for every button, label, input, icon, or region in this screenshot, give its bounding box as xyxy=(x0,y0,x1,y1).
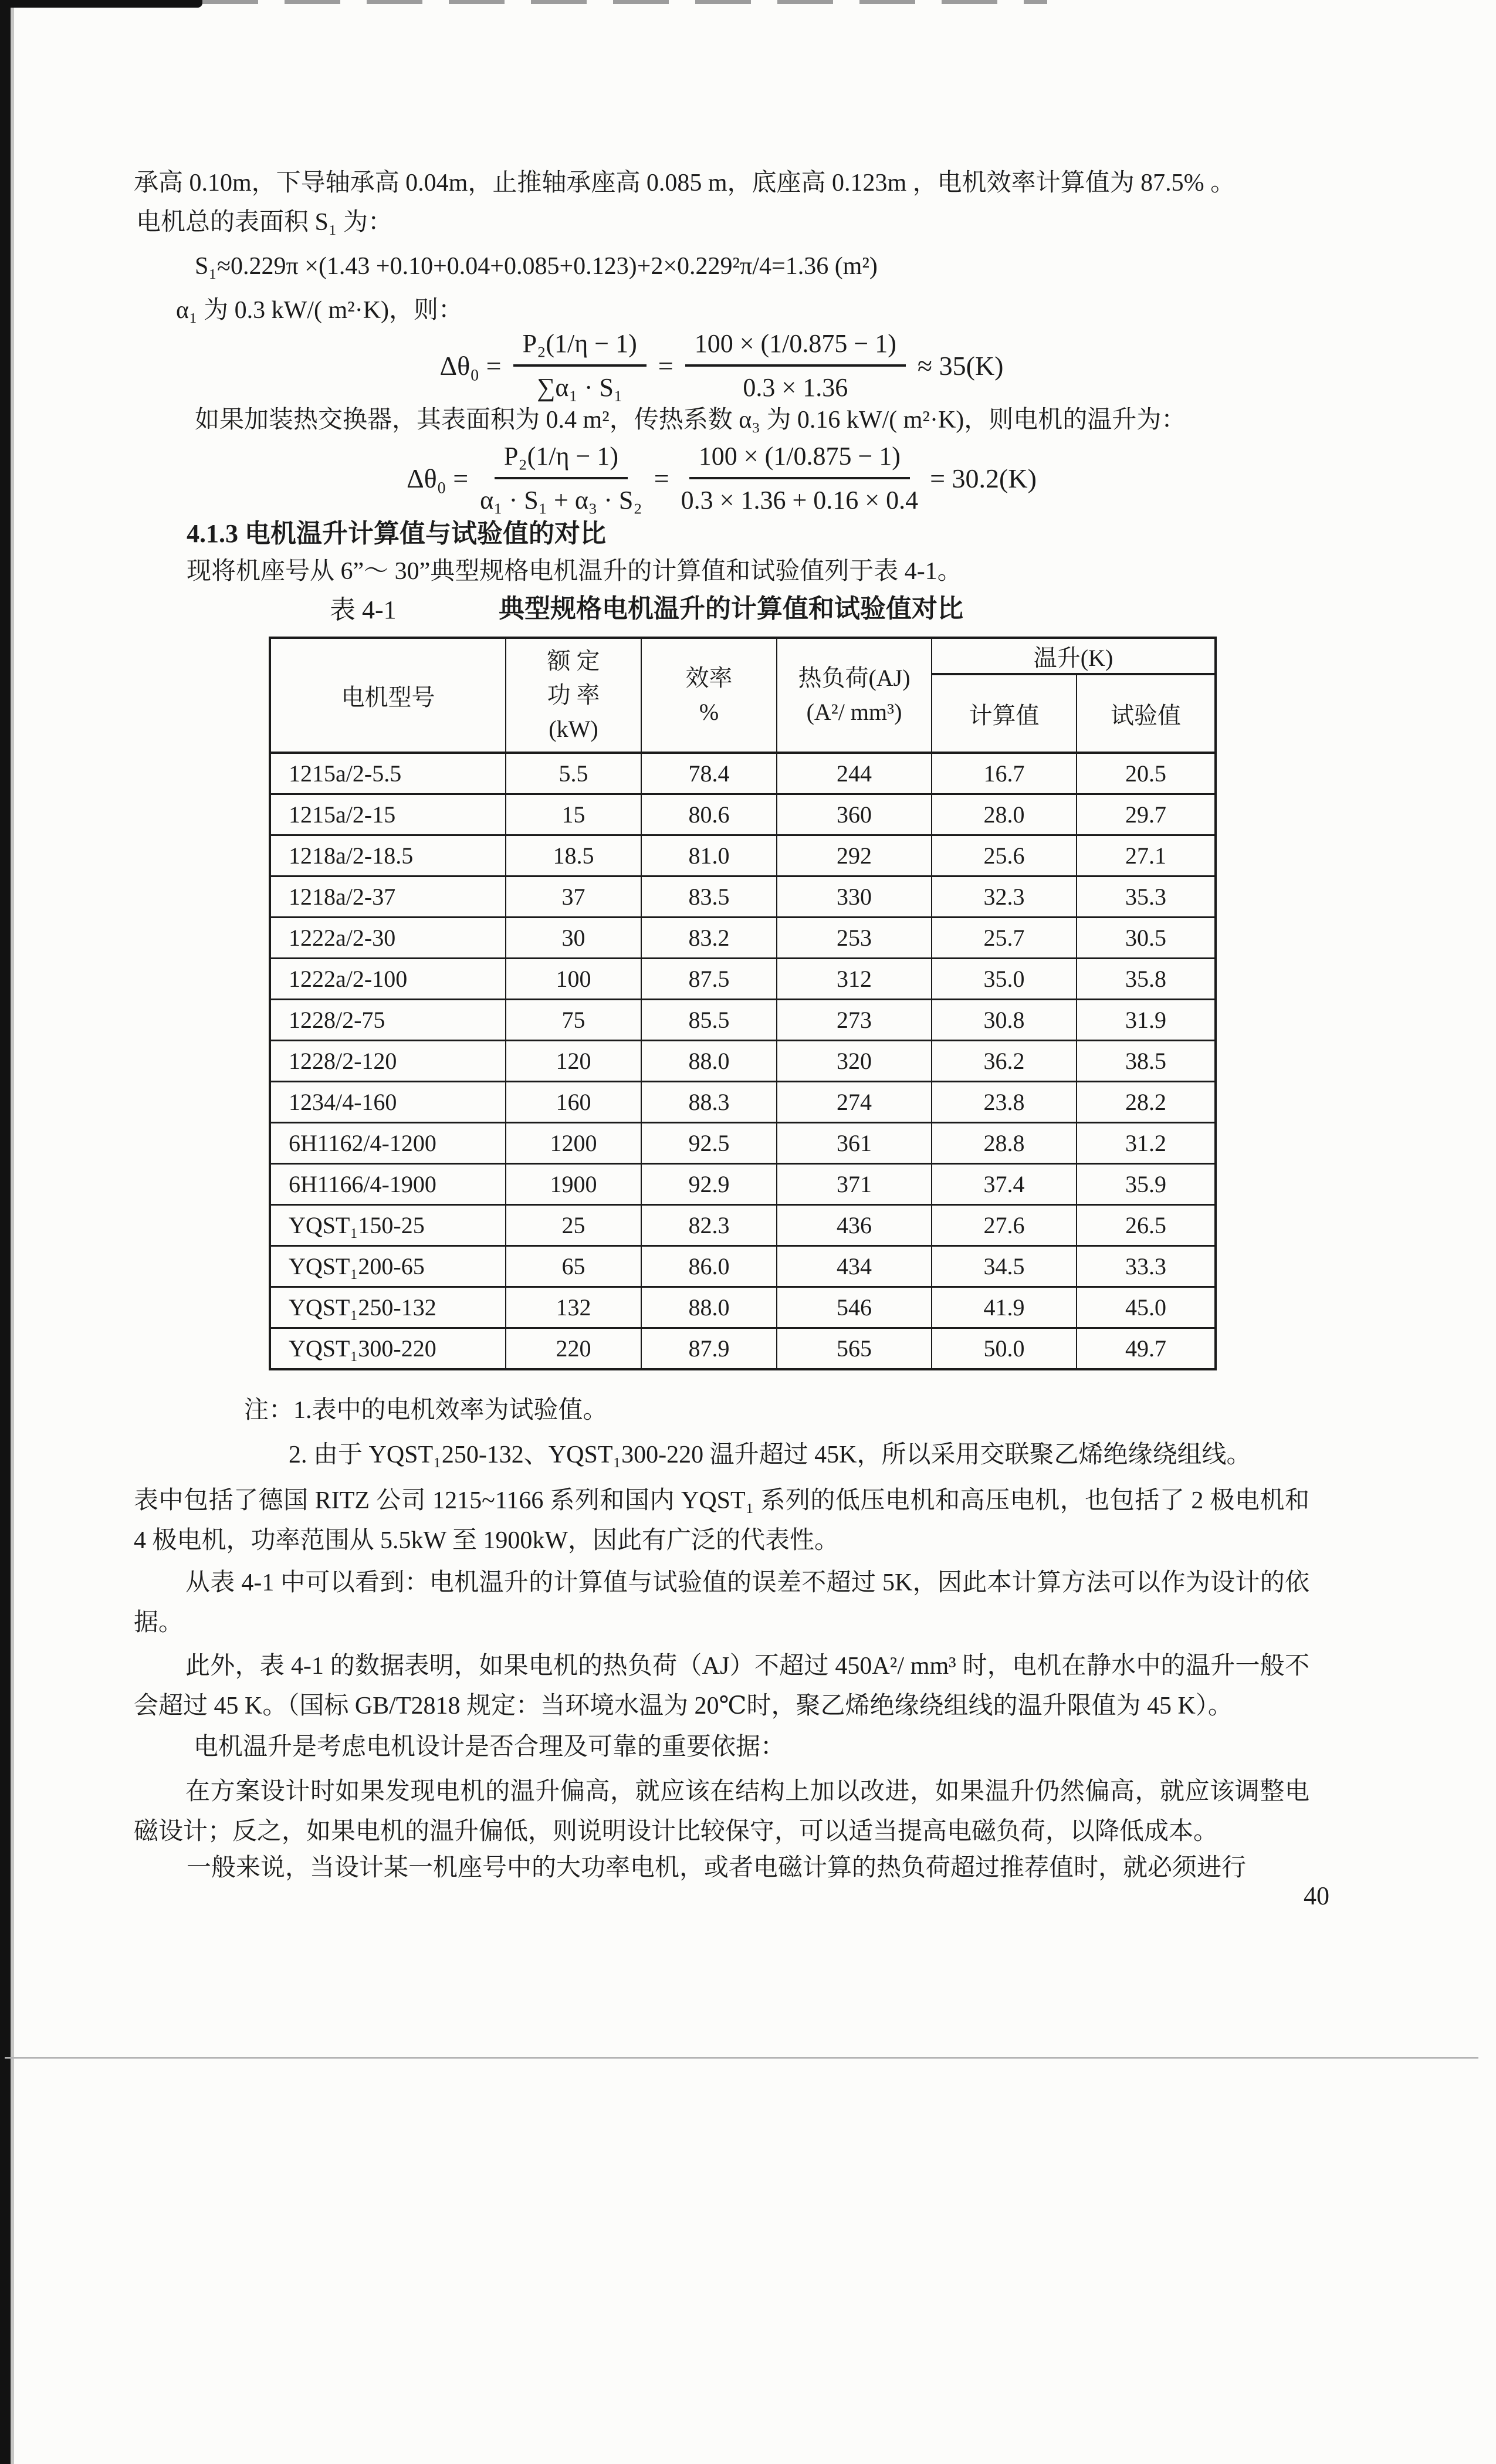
cell-efficiency: 92.9 xyxy=(641,1164,777,1205)
cell-heat-load: 292 xyxy=(777,835,932,876)
cell-model: 1218a/2-18.5 xyxy=(270,835,506,876)
cell-power: 25 xyxy=(506,1205,641,1246)
cell-rise-tested: 26.5 xyxy=(1077,1205,1216,1246)
formula2-fraction-numeric xyxy=(681,441,918,515)
cell-heat-load: 371 xyxy=(777,1164,932,1205)
cell-rise-calculated: 27.6 xyxy=(932,1205,1077,1246)
cell-rise-tested: 35.9 xyxy=(1077,1164,1216,1205)
cell-rise-calculated: 32.3 xyxy=(932,876,1077,918)
formula2-denominator-1: α₁ · S₁ + α₃ · S₂ xyxy=(480,486,642,515)
table-row xyxy=(270,1164,1216,1205)
table-row xyxy=(270,753,1216,794)
cell-power: 5.5 xyxy=(506,753,641,794)
cell-rise-calculated: 23.8 xyxy=(932,1082,1077,1123)
cell-efficiency: 83.5 xyxy=(641,876,777,918)
cell-efficiency: 81.0 xyxy=(641,835,777,876)
cell-model: 1228/2-75 xyxy=(270,1000,506,1041)
cell-power: 100 xyxy=(506,959,641,1000)
cell-power: 15 xyxy=(506,794,641,835)
cell-rise-tested: 35.8 xyxy=(1077,959,1216,1000)
cell-rise-tested: 27.1 xyxy=(1077,835,1216,876)
paragraph-error-conclusion: 从表 4-1 中可以看到：电机温升的计算值与试验值的误差不超过 5K，因此本计算方法可以作为设计的依据。 xyxy=(134,1569,1309,1636)
cell-model: YQST₁200-65 xyxy=(270,1246,506,1287)
cell-efficiency: 86.0 xyxy=(641,1246,777,1287)
formula2-denominator-2: 0.3 × 1.36 + 0.16 × 0.4 xyxy=(681,486,919,515)
section-intro: 现将机座号从 6”～ 30”典型规格电机温升的计算值和试验值列于表 4-1。 xyxy=(187,558,962,585)
table-body xyxy=(270,753,1216,1369)
cell-model: YQST₁150-25 xyxy=(270,1205,506,1246)
cell-rise-calculated: 50.0 xyxy=(932,1328,1077,1370)
cell-rise-calculated: 35.0 xyxy=(932,959,1077,1000)
table-note-2: 2. 由于 YQST₁250-132、YQST₁300-220 温升超过 45K，所以采用交联聚乙烯绝缘绕组线。 xyxy=(289,1441,1251,1468)
scan-edge-top-faint xyxy=(202,0,1047,4)
cell-model: 6H1166/4-1900 xyxy=(270,1164,506,1205)
cell-rise-tested: 45.0 xyxy=(1077,1287,1216,1328)
formula1-numerator-2: 100 × (1/0.875 − 1) xyxy=(685,329,906,367)
cell-power: 65 xyxy=(506,1246,641,1287)
table-row xyxy=(270,1287,1216,1328)
cell-efficiency: 87.9 xyxy=(641,1328,777,1370)
cell-heat-load: 361 xyxy=(777,1123,932,1164)
equation-s1: S₁≈0.229π ×(1.43 +0.10+0.04+0.085+0.123)+2×0.229²π/4=1.36 (m²) xyxy=(195,253,878,280)
cell-heat-load: 312 xyxy=(777,959,932,1000)
formula2-equals: = xyxy=(654,463,669,493)
formula1-fraction-symbolic xyxy=(513,329,647,402)
formula1-denominator-1: ∑α₁ · S₁ xyxy=(537,373,623,402)
cell-efficiency: 87.5 xyxy=(641,959,777,1000)
cell-power: 37 xyxy=(506,876,641,918)
cell-power: 120 xyxy=(506,1041,641,1082)
table-row xyxy=(270,794,1216,835)
cell-model: YQST₁250-132 xyxy=(270,1287,506,1328)
cell-rise-calculated: 25.6 xyxy=(932,835,1077,876)
cell-rise-calculated: 16.7 xyxy=(932,753,1077,794)
cell-model: 1222a/2-100 xyxy=(270,959,506,1000)
cell-model: YQST₁300-220 xyxy=(270,1328,506,1370)
cell-efficiency: 80.6 xyxy=(641,794,777,835)
formula1-numerator-1: P₂(1/η − 1) xyxy=(513,329,647,367)
page-number: 40 xyxy=(1304,1881,1329,1910)
formula1-lhs: Δθ₀ = xyxy=(439,350,502,381)
cell-power: 160 xyxy=(506,1082,641,1123)
cell-rise-calculated: 30.8 xyxy=(932,1000,1077,1041)
formula2-result: = 30.2(K) xyxy=(930,463,1037,493)
body-line-alpha1: α₁ 为 0.3 kW/( m²·K)，则： xyxy=(176,297,463,324)
cell-heat-load: 273 xyxy=(777,1000,932,1041)
formula1-result: ≈ 35(K) xyxy=(917,350,1004,381)
body-line-heat-exchanger: 如果加装热交换器，其表面积为 0.4 m²，传热系数 α₃ 为 0.16 kW/( m²·K)，则电机的温升为： xyxy=(195,407,1186,434)
formula-temperature-rise-2 xyxy=(134,441,1309,515)
paragraph-series-coverage: 表中包括了德国 RITZ 公司 1215~1166 系列和国内 YQST₁ 系列的低压电机和高压电机，也包括了 2 极电机和 4 极电机，功率范围从 5.5kW 至 1900kW，因此有广泛的代表性。 xyxy=(134,1487,1309,1554)
cell-heat-load: 360 xyxy=(777,794,932,835)
formula1-denominator-2: 0.3 × 1.36 xyxy=(743,373,848,402)
cell-power: 30 xyxy=(506,918,641,959)
cell-rise-calculated: 28.0 xyxy=(932,794,1077,835)
formula2-numerator-2: 100 × (1/0.875 − 1) xyxy=(689,441,910,479)
table-row xyxy=(270,835,1216,876)
cell-rise-tested: 31.9 xyxy=(1077,1000,1216,1041)
cell-rise-tested: 33.3 xyxy=(1077,1246,1216,1287)
cell-rise-calculated: 34.5 xyxy=(932,1246,1077,1287)
paragraph-general-rule: 一般来说，当设计某一机座号中的大功率电机，或者电磁计算的热负荷超过推荐值时，就必须进行 xyxy=(187,1854,1247,1881)
formula1-fraction-numeric xyxy=(685,329,906,402)
cell-power: 18.5 xyxy=(506,835,641,876)
cell-power: 220 xyxy=(506,1328,641,1370)
cell-model: 1234/4-160 xyxy=(270,1082,506,1123)
cell-heat-load: 244 xyxy=(777,753,932,794)
col-header-rise-calculated: 计算值 xyxy=(932,674,1077,753)
table-row xyxy=(270,1000,1216,1041)
cell-heat-load: 320 xyxy=(777,1041,932,1082)
scan-edge-left xyxy=(0,0,11,2464)
cell-power: 75 xyxy=(506,1000,641,1041)
body-line-surface-area: 电机总的表面积 S₁ 为： xyxy=(136,209,393,236)
table-row xyxy=(270,1246,1216,1287)
formula2-numerator-1: P₂(1/η − 1) xyxy=(495,441,628,479)
cell-rise-calculated: 25.7 xyxy=(932,918,1077,959)
paragraph-design-basis: 电机温升是考虑电机设计是否合理及可靠的重要依据： xyxy=(194,1734,786,1761)
cell-rise-tested: 29.7 xyxy=(1077,794,1216,835)
cell-rise-tested: 31.2 xyxy=(1077,1123,1216,1164)
cell-rise-calculated: 28.8 xyxy=(932,1123,1077,1164)
table-caption-title: 典型规格电机温升的计算值和试验值对比 xyxy=(499,594,963,623)
cell-heat-load: 565 xyxy=(777,1328,932,1370)
cell-rise-tested: 20.5 xyxy=(1077,753,1216,794)
col-header-efficiency: 效率 % xyxy=(641,638,777,753)
cell-efficiency: 85.5 xyxy=(641,1000,777,1041)
cell-efficiency: 83.2 xyxy=(641,918,777,959)
cell-heat-load: 330 xyxy=(777,876,932,918)
cell-model: 1218a/2-37 xyxy=(270,876,506,918)
col-header-model: 电机型号 xyxy=(270,638,506,753)
cell-rise-tested: 30.5 xyxy=(1077,918,1216,959)
table-row xyxy=(270,1082,1216,1123)
scan-edge-top xyxy=(0,0,202,8)
scan-fold-line xyxy=(5,2057,1478,2059)
cell-rise-calculated: 37.4 xyxy=(932,1164,1077,1205)
formula1-equals: = xyxy=(658,350,673,381)
col-header-rise-tested: 试验值 xyxy=(1077,674,1216,753)
section-heading: 4.1.3 电机温升计算值与试验值的对比 xyxy=(187,519,606,548)
cell-efficiency: 78.4 xyxy=(641,753,777,794)
scan-edge-left-shadow xyxy=(11,0,14,2464)
cell-heat-load: 434 xyxy=(777,1246,932,1287)
table-note-1: 注：1.表中的电机效率为试验值。 xyxy=(244,1397,608,1424)
cell-model: 1215a/2-5.5 xyxy=(270,753,506,794)
table-row xyxy=(270,1041,1216,1082)
cell-efficiency: 92.5 xyxy=(641,1123,777,1164)
cell-heat-load: 274 xyxy=(777,1082,932,1123)
col-header-rated-power: 额 定 功 率 (kW) xyxy=(506,638,641,753)
cell-rise-tested: 49.7 xyxy=(1077,1328,1216,1370)
col-header-heat-load: 热负荷(AJ) (A²/ mm³) xyxy=(777,638,932,753)
cell-rise-tested: 28.2 xyxy=(1077,1082,1216,1123)
cell-rise-tested: 35.3 xyxy=(1077,876,1216,918)
col-header-rise-group: 温升(K) xyxy=(932,638,1216,674)
paragraph-load-limit: 此外，表 4-1 的数据表明，如果电机的热负荷（AJ）不超过 450A²/ mm³ 时，电机在静水中的温升一般不会超过 45 K。（国标 GB/T2818 规定：当环境水温为 20℃时，聚乙烯绝缘绕组线的温升限值为 45 K）。 xyxy=(134,1653,1309,1720)
cell-model: 1215a/2-15 xyxy=(270,794,506,835)
cell-efficiency: 88.0 xyxy=(641,1287,777,1328)
cell-efficiency: 88.3 xyxy=(641,1082,777,1123)
body-line-bearing-heights: 承高 0.10m，下导轴承高 0.04m，止推轴承座高 0.085 m，底座高 0.123m ，电机效率计算值为 87.5% 。 xyxy=(134,170,1236,197)
cell-rise-calculated: 41.9 xyxy=(932,1287,1077,1328)
cell-heat-load: 436 xyxy=(777,1205,932,1246)
table-row xyxy=(270,918,1216,959)
cell-power: 1200 xyxy=(506,1123,641,1164)
cell-rise-calculated: 36.2 xyxy=(932,1041,1077,1082)
cell-efficiency: 88.0 xyxy=(641,1041,777,1082)
cell-heat-load: 546 xyxy=(777,1287,932,1328)
table-row xyxy=(270,1123,1216,1164)
cell-efficiency: 82.3 xyxy=(641,1205,777,1246)
cell-rise-tested: 38.5 xyxy=(1077,1041,1216,1082)
paragraph-design-adjustment: 在方案设计时如果发现电机的温升偏高，就应该在结构上加以改进，如果温升仍然偏高，就应该调整电磁设计；反之，如果电机的温升偏低，则说明设计比较保守，可以适当提高电磁负荷，以降低成本。 xyxy=(134,1778,1309,1845)
table-row xyxy=(270,959,1216,1000)
cell-model: 1228/2-120 xyxy=(270,1041,506,1082)
table-row xyxy=(270,1205,1216,1246)
table-4-1 xyxy=(269,637,1217,1370)
formula2-fraction-symbolic xyxy=(480,441,642,515)
table-row xyxy=(270,1328,1216,1370)
formula2-lhs: Δθ₀ = xyxy=(407,463,469,493)
table-caption-label: 表 4-1 xyxy=(330,595,397,624)
cell-power: 1900 xyxy=(506,1164,641,1205)
cell-heat-load: 253 xyxy=(777,918,932,959)
formula-temperature-rise-1 xyxy=(134,329,1309,402)
cell-model: 1222a/2-30 xyxy=(270,918,506,959)
cell-power: 132 xyxy=(506,1287,641,1328)
cell-model: 6H1162/4-1200 xyxy=(270,1123,506,1164)
table-row xyxy=(270,876,1216,918)
